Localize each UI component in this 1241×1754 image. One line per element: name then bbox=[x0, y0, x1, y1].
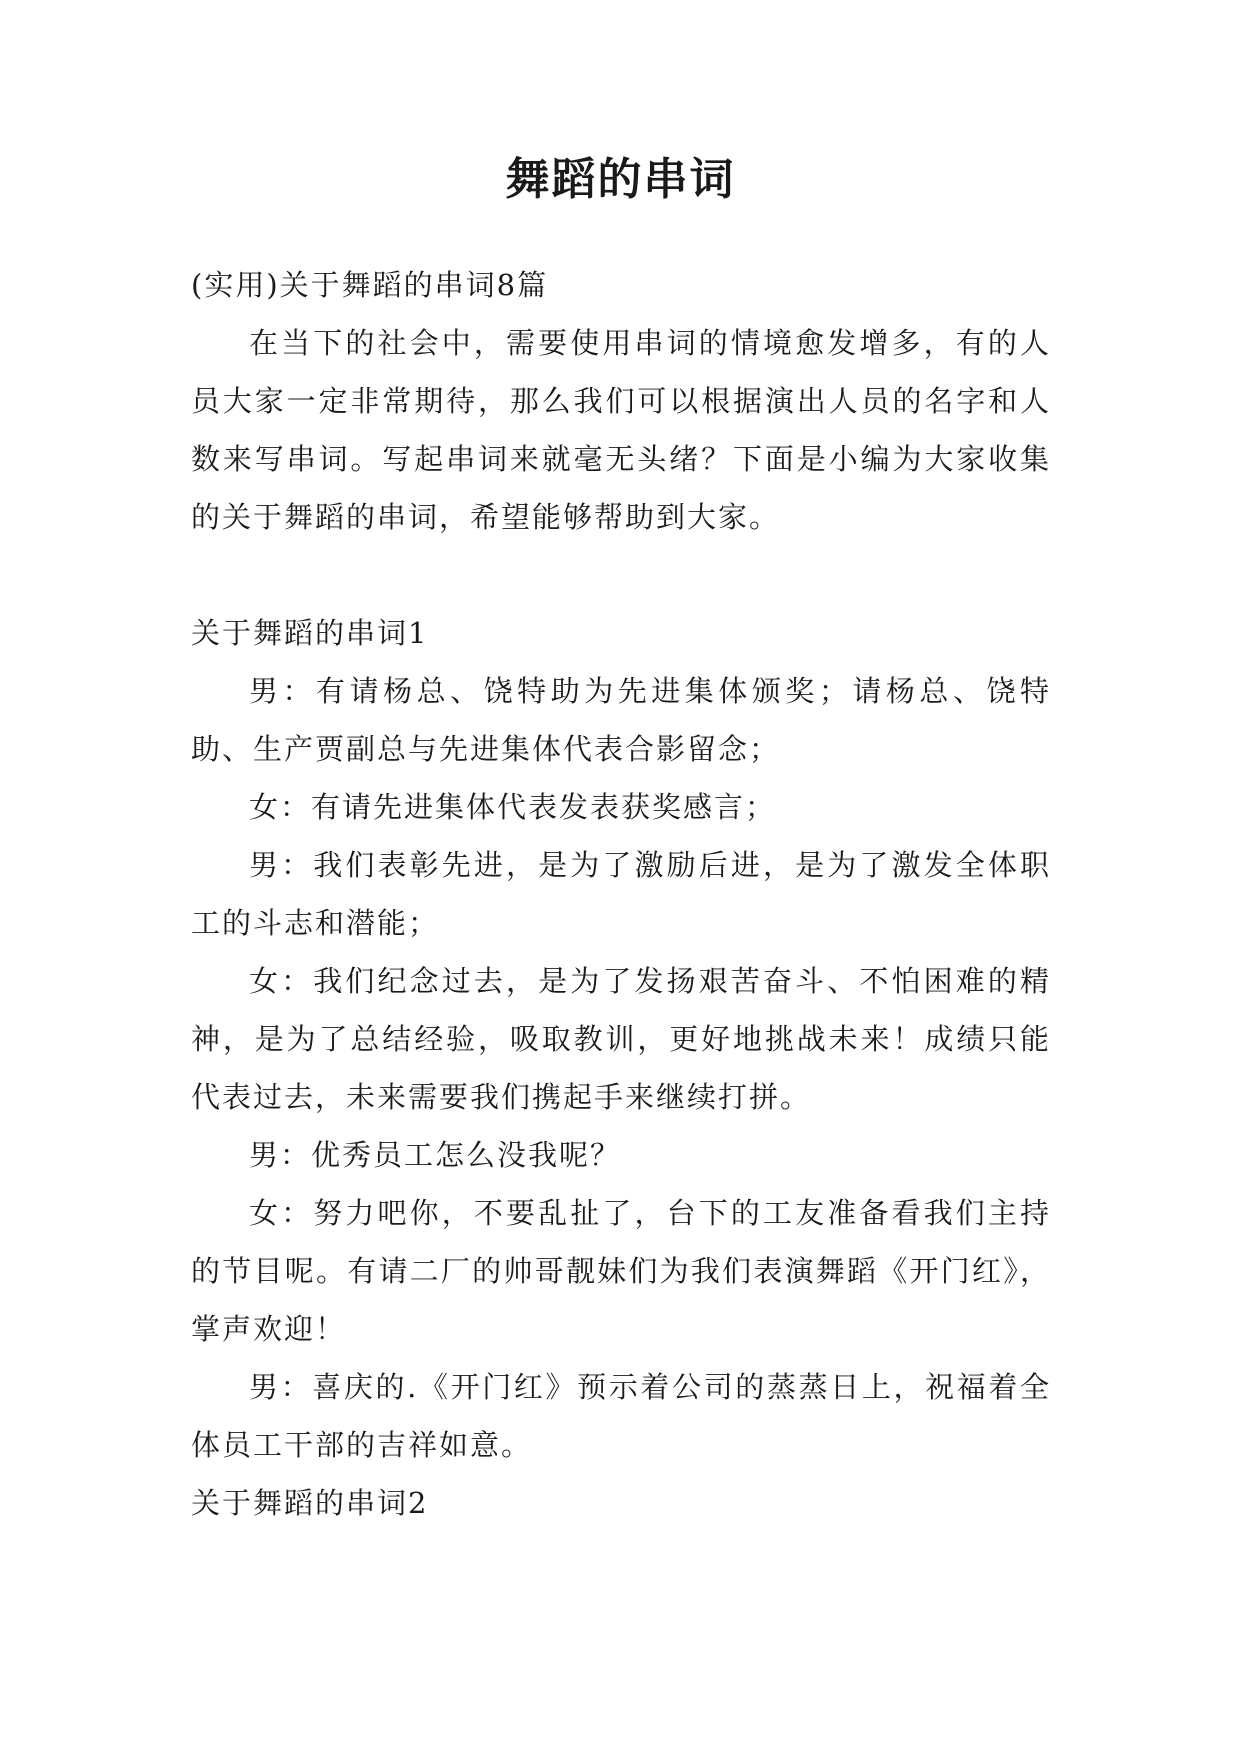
document-body bbox=[191, 256, 1051, 1532]
dialogue-paragraph: 男：优秀员工怎么没我呢？ bbox=[249, 1138, 622, 1172]
dialogue-paragraph: 女：有请先进集体代表发表获奖感言； bbox=[249, 790, 777, 824]
section-heading-1: 关于舞蹈的串词1 bbox=[191, 616, 429, 650]
dialogue-paragraph: 男：喜庆的.《开门红》预示着公司的蒸蒸日上，祝福着全体员工干部的吉祥如意。 bbox=[191, 1370, 1051, 1462]
spacer bbox=[191, 546, 1051, 604]
dialogue-paragraph: 男：有请杨总、饶特助为先进集体颁奖；请杨总、饶特助、生产贾副总与先进集体代表合影留念； bbox=[191, 674, 1051, 766]
document-title: 舞蹈的串词 bbox=[505, 154, 736, 205]
document-subtitle: (实用)关于舞蹈的串词8篇 bbox=[191, 268, 549, 302]
section-heading-2: 关于舞蹈的串词2 bbox=[191, 1486, 429, 1520]
dialogue-paragraph: 男：我们表彰先进，是为了激励后进，是为了激发全体职工的斗志和潜能； bbox=[191, 848, 1051, 940]
intro-paragraph: 在当下的社会中，需要使用串词的情境愈发增多，有的人员大家一定非常期待，那么我们可以根据演出人员的名字和人数来写串词。写起串词来就毫无头绪？下面是小编为大家收集的关于舞蹈的串词，希望能够帮助到大家。 bbox=[191, 326, 1051, 534]
dialogue-paragraph: 女：我们纪念过去，是为了发扬艰苦奋斗、不怕困难的精神，是为了总结经验，吸取教训，更好地挑战未来！成绩只能代表过去，未来需要我们携起手来继续打拼。 bbox=[191, 964, 1051, 1114]
dialogue-paragraph: 女：努力吧你，不要乱扯了，台下的工友准备看我们主持的节目呢。有请二厂的帅哥靓妹们为我们表演舞蹈《开门红》，掌声欢迎！ bbox=[191, 1196, 1051, 1346]
